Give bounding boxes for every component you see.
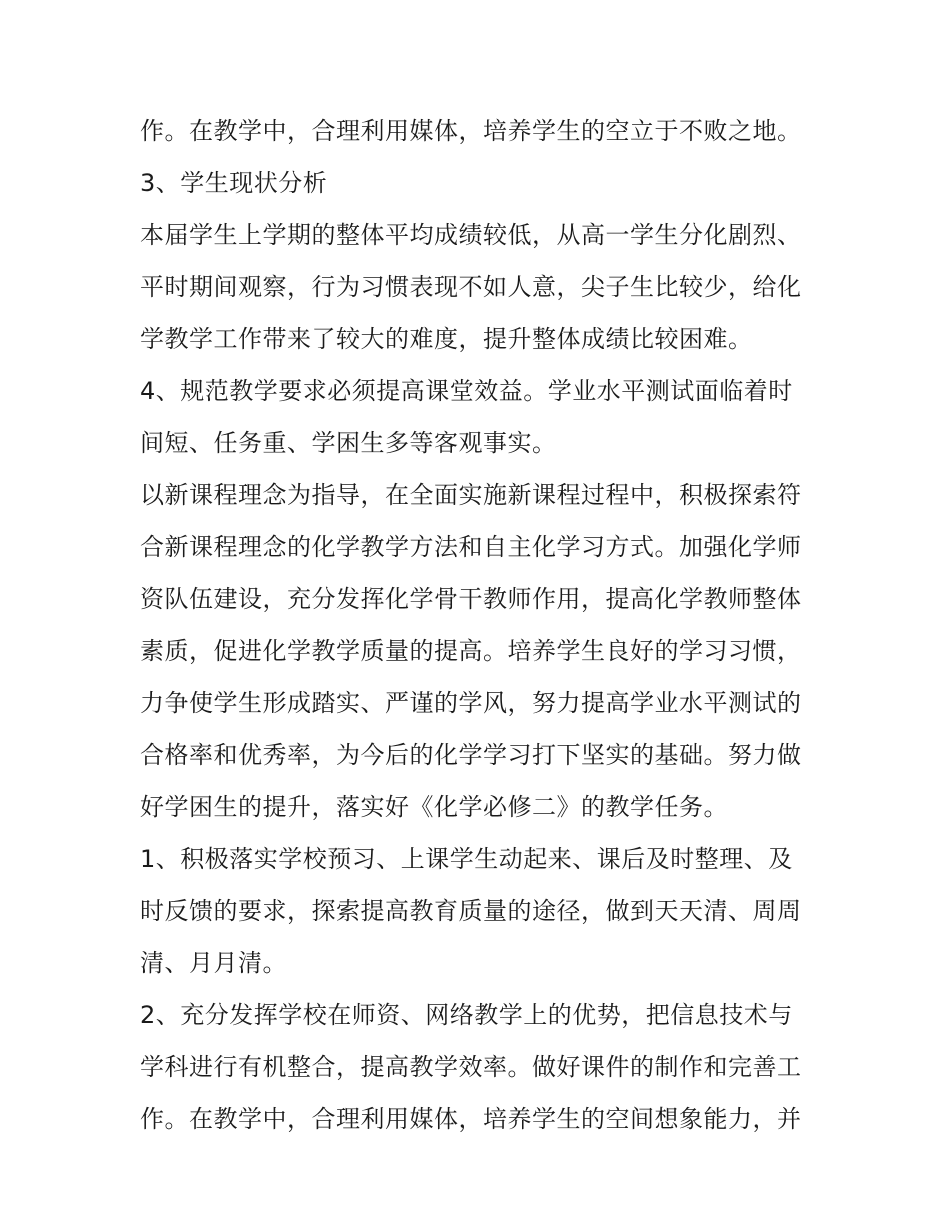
text-line: 时反馈的要求，探索提高教育质量的途径，做到天天清、周周 [140,897,802,925]
text-line: 1、积极落实学校预习、上课学生动起来、课后及时整理、及 [140,845,793,873]
text-line: 好学困生的提升，落实好《化学必修二》的教学任务。 [140,793,728,821]
text-line: 平时期间观察，行为习惯表现不如人意，尖子生比较少，给化 [140,273,802,301]
text-line: 学科进行有机整合，提高教学效率。做好课件的制作和完善工 [140,1053,802,1081]
text-line: 学教学工作带来了较大的难度，提升整体成绩比较困难。 [140,325,753,353]
text-line: 合新课程理念的化学教学方法和自主化学习方式。加强化学师 [140,533,802,561]
text-line: 合格率和优秀率，为今后的化学学习打下坚实的基础。努力做 [140,741,802,769]
text-line: 间短、任务重、学困生多等客观事实。 [140,429,557,457]
text-line: 力争使学生形成踏实、严谨的学风，努力提高学业水平测试的 [140,689,802,717]
text-line: 以新课程理念为指导，在全面实施新课程过程中，积极探索符 [140,481,802,509]
text-line: 本届学生上学期的整体平均成绩较低，从高一学生分化剧烈、 [140,221,802,249]
text-line: 资队伍建设，充分发挥化学骨干教师作用，提高化学教师整体 [140,585,802,613]
text-line: 4、规范教学要求必须提高课堂效益。学业水平测试面临着时 [140,377,793,405]
text-line: 作。在教学中，合理利用媒体，培养学生的空间想象能力，并 [140,1105,802,1133]
section-heading: 3、学生现状分析 [140,169,328,197]
text-line: 素质，促进化学教学质量的提高。培养学生良好的学习习惯， [140,637,802,665]
text-line: 2、充分发挥学校在师资、网络教学上的优势，把信息技术与 [140,1001,793,1029]
text-line: 清、月月清。 [140,949,287,977]
text-line: 作。在教学中，合理利用媒体，培养学生的空立于不败之地。 [140,117,802,145]
